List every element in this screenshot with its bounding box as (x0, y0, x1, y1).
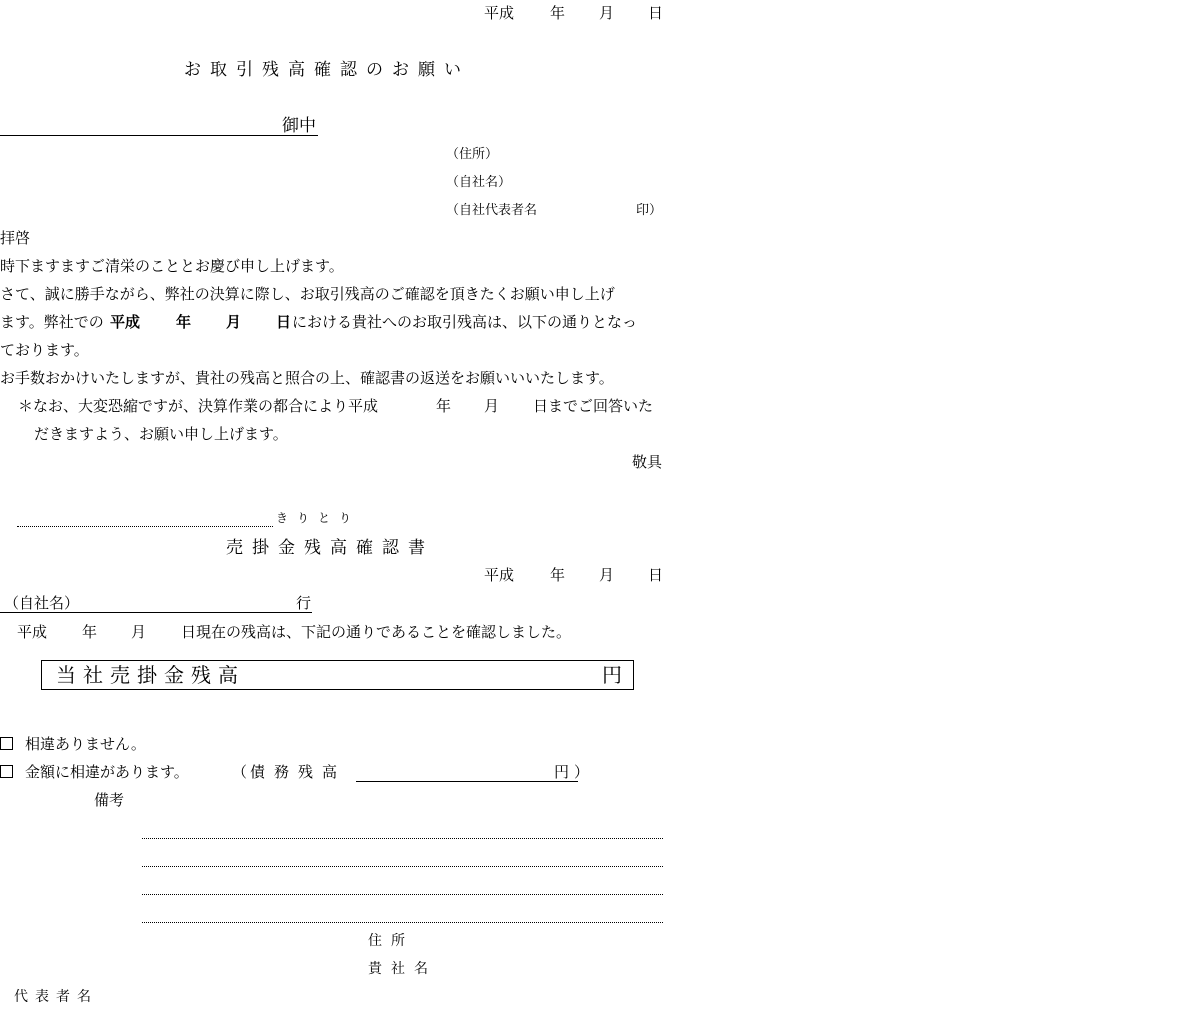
letter-line-3-post: における貴社へのお取引残高は、以下の通りとなっ (292, 313, 638, 331)
debt-open: （ (232, 763, 248, 781)
header-date-month: 月 (599, 4, 615, 22)
sender-seal: 印） (636, 203, 663, 218)
debt-amount-field[interactable] (356, 781, 578, 782)
letter-line-3-month: 月 (226, 313, 242, 331)
address-label: 住所 (368, 933, 414, 949)
letter-line-2: さて、誠に勝手ながら、弊社の決算に際し、お取引残高のご確認を頂きたくお願い申し上げ (0, 285, 615, 303)
remarks-line-2[interactable] (142, 866, 663, 867)
letter-note-1-month: 月 (484, 397, 500, 415)
confirm-title: 売掛金残高確認書 (226, 538, 434, 558)
letter-opening: 拝啓 (0, 229, 31, 247)
letter-line-5: お手数おかけいたしますが、貴社の残高と照合の上、確認書の返送をお願いいいたします。 (0, 369, 614, 387)
addressee-underline (0, 135, 318, 136)
header-date-year: 年 (550, 4, 566, 22)
recipient-underline (0, 612, 312, 613)
cut-line-label: きりとり (276, 511, 361, 525)
recipient-suffix: 行 (296, 594, 312, 612)
letter-note-1-year: 年 (436, 397, 452, 415)
sender-company: （自社名） (446, 175, 512, 190)
confirm-date-year: 年 (550, 566, 566, 584)
letter-line-3-day: 日 (276, 313, 292, 331)
header-date-era: 平成 (484, 4, 515, 22)
recipient-prefix: （自社名） (4, 594, 80, 612)
letter-note-1-post: 日までご回答いた (533, 397, 654, 415)
remarks-label: 備考 (94, 791, 125, 809)
letter-line-4: ております。 (0, 341, 89, 359)
letter-note-1-pre: ＊なお、大変恐縮ですが、決算作業の都合により平成 (18, 397, 379, 415)
option-no-discrepancy-label: 相違ありません。 (25, 735, 146, 753)
confirm-date-month: 月 (599, 566, 615, 584)
letter-closing: 敬具 (632, 453, 663, 471)
option-discrepancy-label: 金額に相違があります。 (25, 763, 189, 781)
sender-representative: （自社代表者名 (446, 203, 538, 218)
document-title: お取引残高確認のお願い (184, 60, 470, 80)
company-label: 貴社名 (368, 961, 437, 977)
option-discrepancy[interactable] (0, 765, 189, 780)
balance-label: 当社売掛金残高 (56, 663, 245, 687)
balance-yen: 円 (602, 663, 622, 687)
statement-post: 日現在の残高は、下記の通りであることを確認しました。 (181, 623, 572, 641)
header-date-day: 日 (648, 4, 664, 22)
confirm-date-day: 日 (648, 566, 664, 584)
letter-line-1: 時下ますますご清栄のこととお慶び申し上げます。 (0, 257, 344, 275)
checkbox-no-discrepancy[interactable] (0, 737, 13, 750)
cut-line (17, 526, 273, 527)
checkbox-discrepancy[interactable] (0, 765, 13, 778)
letter-line-3-pre: ます。弊社での (0, 313, 104, 331)
confirm-date-era: 平成 (484, 566, 515, 584)
remarks-line-4[interactable] (142, 922, 663, 923)
letter-note-2: だきますよう、お願い申し上げます。 (34, 425, 288, 443)
debt-close: ） (574, 763, 590, 781)
debt-label: 債務残高 (250, 763, 347, 781)
debt-yen: 円 (554, 763, 570, 781)
sender-address: （住所） (446, 147, 499, 162)
statement-month: 月 (131, 623, 147, 641)
statement-year: 年 (82, 623, 98, 641)
remarks-line-3[interactable] (142, 894, 663, 895)
letter-line-3-era: 平成 (110, 313, 141, 331)
statement-era: 平成 (17, 623, 48, 641)
letter-line-3-year: 年 (176, 313, 192, 331)
remarks-line-1[interactable] (142, 838, 663, 839)
option-no-discrepancy[interactable] (0, 737, 146, 752)
addressee-suffix: 御中 (282, 116, 316, 136)
representative-label: 代表者名 (14, 989, 98, 1005)
